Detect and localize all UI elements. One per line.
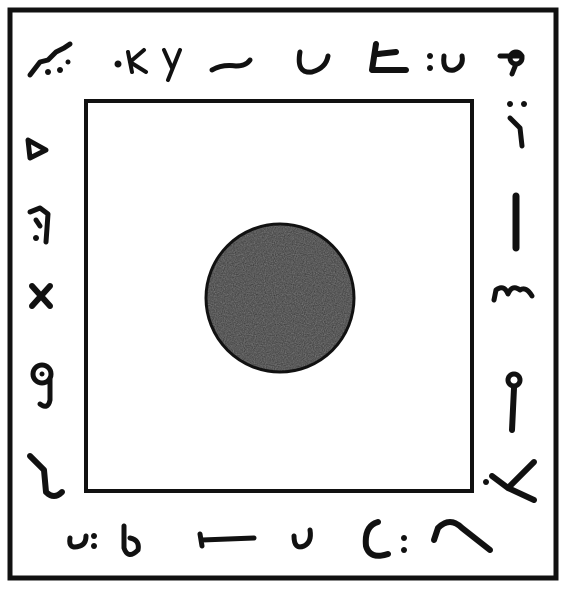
- glyph-left-4: [33, 365, 51, 406]
- glyph-top-7: [500, 52, 522, 74]
- glyph-top-1: [30, 44, 71, 75]
- glyph-left-5: [30, 456, 62, 496]
- glyph-top-3: [212, 60, 250, 70]
- glyph-bottom-1: [70, 533, 97, 549]
- top-border-glyphs: [30, 44, 522, 80]
- glyph-right-4: [508, 374, 520, 430]
- glyph-right-5: [483, 462, 534, 500]
- glyph-top-4: [299, 52, 328, 72]
- glyph-bottom-6: [434, 522, 490, 550]
- glyph-left-1: [28, 140, 46, 158]
- glyph-bottom-5: [366, 522, 407, 556]
- glyph-top-2: [115, 50, 181, 80]
- glyph-top-5: [372, 44, 406, 70]
- glyph-bottom-4: [294, 530, 310, 547]
- glyph-right-3: [494, 288, 532, 300]
- left-border-glyphs: [28, 140, 62, 496]
- glyph-top-6: [427, 53, 462, 71]
- glyph-left-3: [32, 286, 50, 306]
- glyph-bottom-3: [200, 534, 254, 546]
- right-border-glyphs: [483, 101, 534, 500]
- glyph-bottom-2: [124, 526, 138, 555]
- bottom-border-glyphs: [70, 522, 490, 556]
- glyph-right-1: [507, 101, 527, 146]
- glyph-left-2: [30, 208, 48, 242]
